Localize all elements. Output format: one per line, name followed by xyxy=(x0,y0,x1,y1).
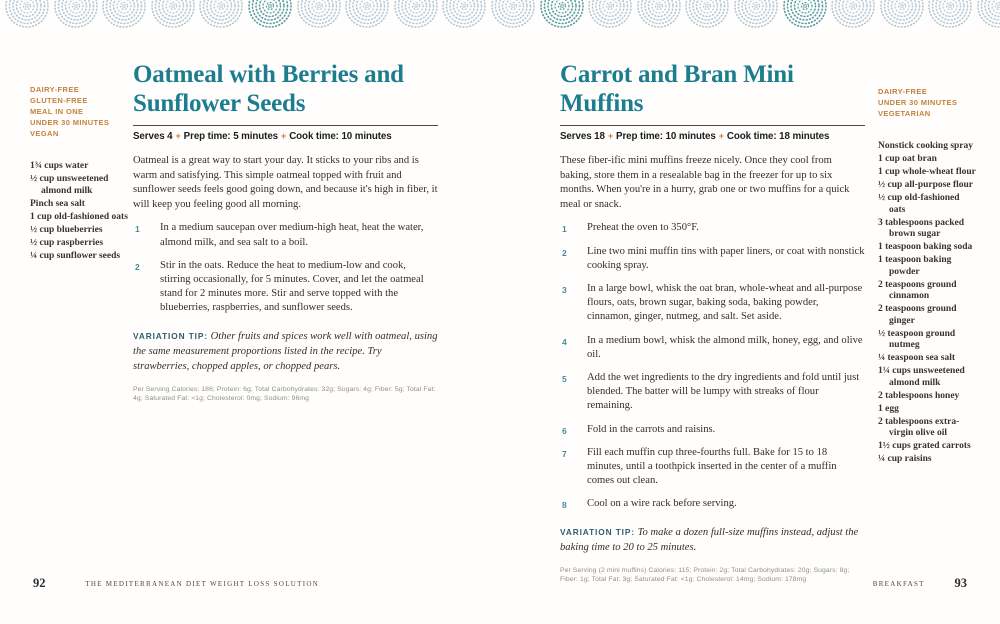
recipe-intro: These fiber-ific mini muffins freeze nicely. Once they cool from baking, store them in a resealable bag in the freezer for up to six months. When you're in a hurry, grab one or two muffins for a quick meal or snack. xyxy=(560,155,850,210)
recipe-title: Oatmeal with Berries and Sunflower Seeds xyxy=(133,61,404,117)
ingredient-item: 1 egg xyxy=(878,403,899,414)
left-recipe-sidebar xyxy=(30,84,130,264)
step-text: In a medium saucepan over medium-high heat, heat the water, almond milk, and sea salt to a boil. xyxy=(160,222,424,248)
ingredient-item: ¼ teaspoon sea salt xyxy=(878,353,956,363)
ingredient-item: ¼ cup sunflower seeds xyxy=(30,250,121,261)
nutrition-info: Per Serving (2 mini muffins) Calories: 115; Protein: 2g; Total Carbohydrates: 20g; Sugars: 8g; Fiber: 1g; Total Fat: 3g; Saturated Fat: <1g; Cholesterol: 14mg; Sodium: 178mg xyxy=(560,566,850,584)
ingredient-item: 1 teaspoon baking powder xyxy=(878,255,952,277)
ingredient-item: 1 cup old-fashioned oats xyxy=(30,211,128,222)
ingredient-item: 2 tablespoons honey xyxy=(878,390,960,401)
ingredient-item: Pinch sea salt xyxy=(30,198,85,209)
diet-tag: GLUTEN-FREE xyxy=(30,96,88,105)
ingredient-item: 2 teaspoons ground cinnamon xyxy=(878,279,957,301)
diet-tags-list xyxy=(878,86,978,119)
diet-tag: UNDER 30 MINUTES xyxy=(878,98,958,107)
diet-tag: UNDER 30 MINUTES xyxy=(30,118,110,127)
step-number: 1 xyxy=(562,224,567,235)
meta-separator: + xyxy=(175,131,181,141)
step-item xyxy=(560,423,865,437)
step-item xyxy=(133,221,438,249)
meta-separator: + xyxy=(607,131,614,141)
step-text: Fill each muffin cup three-fourths full. Bake for 15 to 18 minutes, until a toothpick inserted in the center of a muffin comes out clean. xyxy=(587,446,837,487)
right-page xyxy=(500,0,1000,624)
diet-tag: MEAL IN ONE xyxy=(30,107,84,116)
step-item xyxy=(560,245,865,273)
step-number: 2 xyxy=(562,247,567,258)
variation-tip xyxy=(560,525,865,555)
step-item xyxy=(560,221,865,235)
ingredient-item: 1½ cups grated carrots xyxy=(878,441,971,451)
variation-tip xyxy=(133,329,438,374)
page-number: 93 xyxy=(954,576,967,590)
ingredient-item: ½ teaspoon ground nutmeg xyxy=(878,328,956,350)
prep-time-label: Prep time: 10 minutes xyxy=(616,131,716,142)
book-title-running-head: THE MEDITERRANEAN DIET WEIGHT LOSS SOLUTION xyxy=(85,579,320,588)
step-number: 2 xyxy=(135,261,140,272)
ingredient-item: 1¼ cups unsweetened almond milk xyxy=(878,366,965,388)
page-number: 92 xyxy=(33,576,46,590)
step-text: Preheat the oven to 350°F. xyxy=(587,222,699,234)
ingredient-item: 1 cup whole-wheat flour xyxy=(878,167,976,177)
ingredient-item: ½ cup all-purpose flour xyxy=(878,180,974,190)
ingredient-item: ½ cup raspberries xyxy=(30,237,104,248)
cook-time-label: Cook time: 10 minutes xyxy=(289,131,392,142)
prep-time-label: Prep time: 5 minutes xyxy=(183,131,279,142)
right-recipe-main xyxy=(560,60,865,585)
recipe-meta xyxy=(560,131,865,142)
steps-list xyxy=(133,221,438,315)
left-recipe-main xyxy=(133,60,438,404)
step-text: In a medium bowl, whisk the almond milk, honey, egg, and olive oil. xyxy=(587,334,863,360)
step-number: 3 xyxy=(562,284,567,295)
step-number: 4 xyxy=(562,336,567,347)
ingredient-item: 3 tablespoons packed brown sugar xyxy=(878,217,965,239)
variation-tip-label: VARIATION TIP: xyxy=(133,330,208,341)
step-item xyxy=(560,282,865,325)
serves-label: Serves 4 xyxy=(133,131,173,142)
right-recipe-sidebar xyxy=(878,86,978,467)
recipe-intro: Oatmeal is a great way to start your day. It sticks to your ribs and is warm and satisfying. This simple oatmeal topped with fruit and sunflower seeds feels good going down, and because it's high in fiber, it will keep you feeling good all morning. xyxy=(133,155,438,210)
right-page-footer xyxy=(873,576,967,591)
ingredient-item: 1 teaspoon baking soda xyxy=(878,242,973,252)
variation-tip-text: Other fruits and spices work well with oatmeal, using the same measurement proportions listed in the recipe. Try strawberries, chopped apples, or chopped pears. xyxy=(133,330,438,372)
ingredient-item: ¼ cup raisins xyxy=(878,454,932,464)
ingredient-item: 1 cup oat bran xyxy=(878,154,937,164)
step-number: 1 xyxy=(135,224,140,235)
step-item xyxy=(560,371,865,414)
ingredient-item: 2 teaspoons ground ginger xyxy=(878,304,957,326)
diet-tag: VEGAN xyxy=(30,129,59,138)
ingredient-item: ½ cup unsweetened almond milk xyxy=(30,174,109,196)
ingredients-list xyxy=(878,141,978,466)
cook-time-label: Cook time: 18 minutes xyxy=(726,131,830,142)
meta-separator: + xyxy=(718,131,724,141)
title-rule xyxy=(560,125,865,126)
ingredient-item: 2 tablespoons extra-virgin olive oil xyxy=(878,416,960,438)
recipe-meta xyxy=(133,131,438,142)
step-number: 6 xyxy=(562,425,567,436)
step-number: 7 xyxy=(562,448,567,459)
ingredient-item: 1¾ cups water xyxy=(30,161,89,171)
ingredients-list xyxy=(30,161,130,262)
step-item xyxy=(560,334,865,362)
nutrition-info: Per Serving Calories: 186; Protein: 6g; Total Carbohydrates: 32g; Sugars: 4g; Fiber: 5g; Total Fat: 4g; Saturated Fat: <1g; Cholesterol: 0mg; Sodium: 96mg xyxy=(133,385,436,403)
variation-tip-label: VARIATION TIP: xyxy=(560,526,635,537)
step-text: Fold in the carrots and raisins. xyxy=(587,423,716,435)
diet-tags-list xyxy=(30,84,130,139)
step-text: Add the wet ingredients to the dry ingredients and fold until just blended. The batter will be lumpy with streaks of flour remaining. xyxy=(587,372,860,412)
ingredient-item: Nonstick cooking spray xyxy=(878,141,974,151)
steps-list xyxy=(560,221,865,511)
step-item xyxy=(560,446,865,489)
title-rule xyxy=(133,125,438,126)
recipe-title: Carrot and Bran Mini Muffins xyxy=(560,61,794,117)
step-item xyxy=(560,497,865,511)
step-text: Line two mini muffin tins with paper liners, or coat with nonstick cooking spray. xyxy=(587,245,865,271)
step-text: Stir in the oats. Reduce the heat to medium-low and cook, stirring occasionally, for 5 minutes. Cover, and let the oatmeal stand for 2 minutes more. Stir and serve topped with the blueberries, raspberries, and sunflower seeds. xyxy=(160,259,424,314)
step-text: Cool on a wire rack before serving. xyxy=(587,498,737,510)
variation-tip-text: To make a dozen full-size muffins instead, adjust the baking time to 20 to 25 minutes. xyxy=(560,526,859,553)
step-number: 8 xyxy=(562,500,567,511)
left-page-footer xyxy=(33,576,319,591)
step-text: In a large bowl, whisk the oat bran, whole-wheat and all-purpose flours, oats, brown sugar, baking soda, baking powder, cinnamon, ginger, nutmeg, and salt. Set aside. xyxy=(587,282,863,323)
step-number: 5 xyxy=(562,374,567,384)
ingredient-item: ½ cup old-fashioned oats xyxy=(878,193,960,215)
chapter-running-head: BREAKFAST xyxy=(872,579,925,588)
diet-tag: VEGETARIAN xyxy=(878,109,931,118)
meta-separator: + xyxy=(281,131,287,141)
serves-label: Serves 18 xyxy=(560,131,605,142)
ingredient-item: ½ cup blueberries xyxy=(30,224,103,235)
diet-tag: DAIRY-FREE xyxy=(878,87,928,96)
step-item xyxy=(133,259,438,316)
diet-tag: DAIRY-FREE xyxy=(30,85,80,94)
